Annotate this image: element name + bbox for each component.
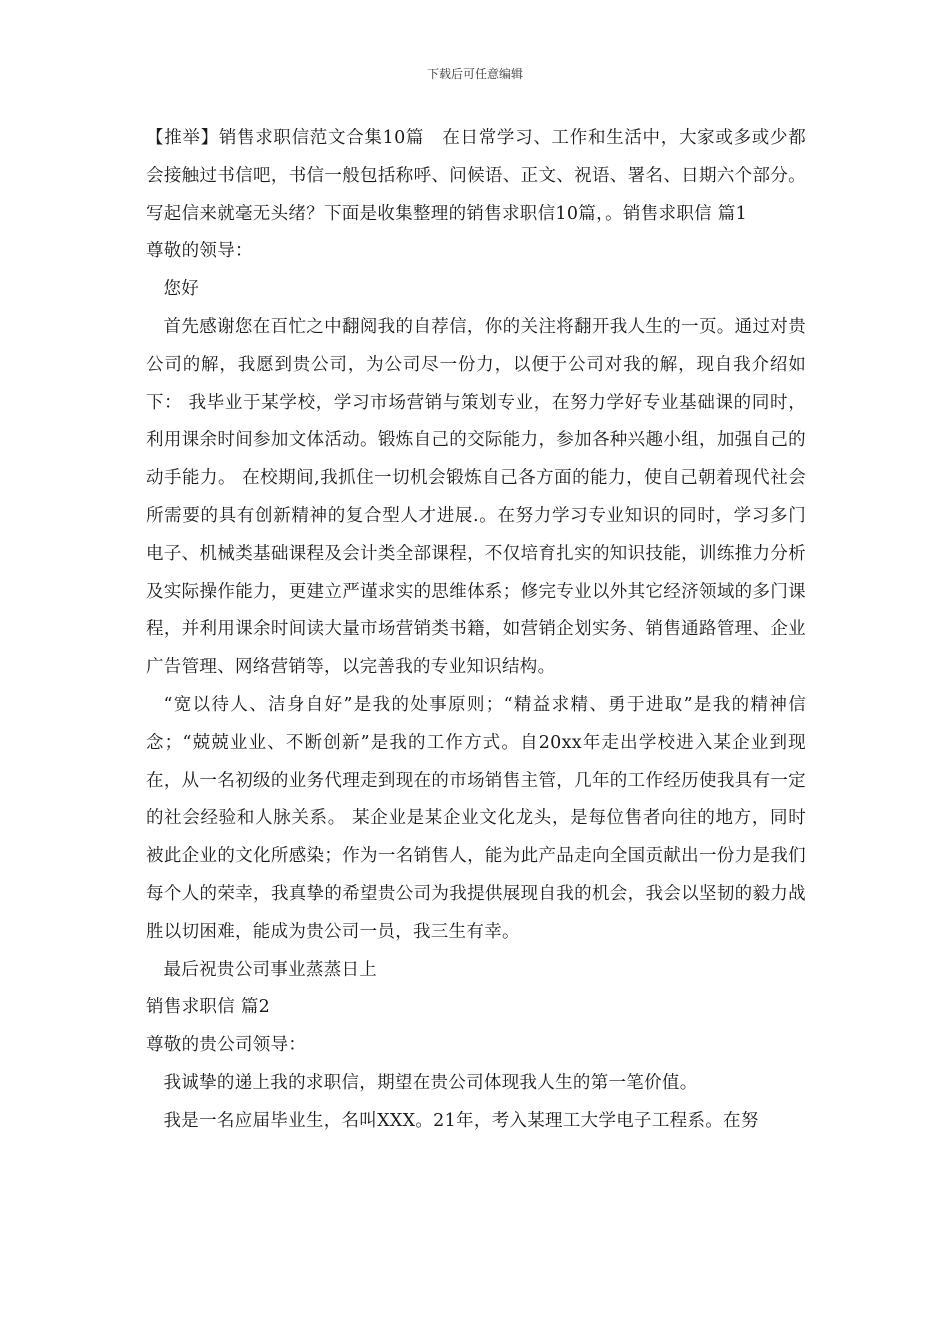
- document-body: [146, 120, 806, 1141]
- page-header-note: 下载后可任意编辑: [426, 67, 523, 81]
- paragraph-body-3: 我诚挚的递上我的求职信，期望在贵公司体现我人生的第一笔价值。: [163, 1072, 698, 1093]
- paragraph-body-1: 首先感谢您在百忙之中翻阅我的自荐信，你的关注将翻开我人生的一页。通过对贵公司的解，我愿到贵公司，为公司尽一份力，以便于公司对我的解，现自我介绍如下： 我毕业于某学校，学习市场营销与策划专业，在努力学好专业基础课的同时，利用课余时间参加文体活动。锻炼自己的交际能力，参加各种兴趣小组，加强自己的动手能力。 在校期间,我抓住一切机会锻炼自己各方面的能力，使自己朝着现代社会所需要的具有创新精神的复合型人才进展.。在努力学习专业知识的同时，学习多门电子、机械类基础课程及会计类全部课程，不仅培育扎实的知识技能，训练推力分析及实际操作能力，更建立严谨求实的思维体系；修完专业以外其它经济领域的多门课程，并利用课余时间读大量市场营销类书籍，如营销企划实务、销售通路管理、企业广告管理、网络营销等，以完善我的专业知识结构。: [146, 316, 806, 678]
- paragraph-salutation-1: 尊敬的领导：: [146, 241, 253, 262]
- paragraph-greeting: 您好: [163, 279, 200, 300]
- paragraph-salutation-2: 尊敬的贵公司领导：: [146, 1035, 307, 1056]
- paragraph-body-4: 我是一名应届毕业生，名叫XXX。21年，考入某理工大学电子工程系。在努: [163, 1110, 759, 1131]
- section-heading-2: 销售求职信 篇2: [146, 997, 271, 1018]
- paragraph-intro: 【推举】销售求职信范文合集10篇 在日常学习、工作和生活中，大家或多或少都会接触过书信吧，书信一般包括称呼、问候语、正文、祝语、署名、日期六个部分。写起信来就毫无头绪？下面是收集整理的销售求职信10篇，。销售求职信 篇1: [146, 128, 806, 224]
- paragraph-closing: 最后祝贵公司事业蒸蒸日上: [163, 959, 378, 980]
- paragraph-body-2: “宽以待人、洁身自好”是我的处事原则；“精益求精、勇于进取”是我的精神信念；“兢兢业业、不断创新”是我的工作方式。自20xx年走出学校进入某企业到现在，从一名初级的业务代理走到现在的市场销售主管，几年的工作经历使我具有一定的社会经验和人脉关系。 某企业是某企业文化龙头，是每位售者向往的地方，同时被此企业的文化所感染；作为一名销售人，能为此产品走向全国贡献出一份力是我们每个人的荣幸，我真挚的希望贵公司为我提供展现自我的机会，我会以坚韧的毅力战胜以切困难，能成为贵公司一员，我三生有幸。: [146, 694, 806, 942]
